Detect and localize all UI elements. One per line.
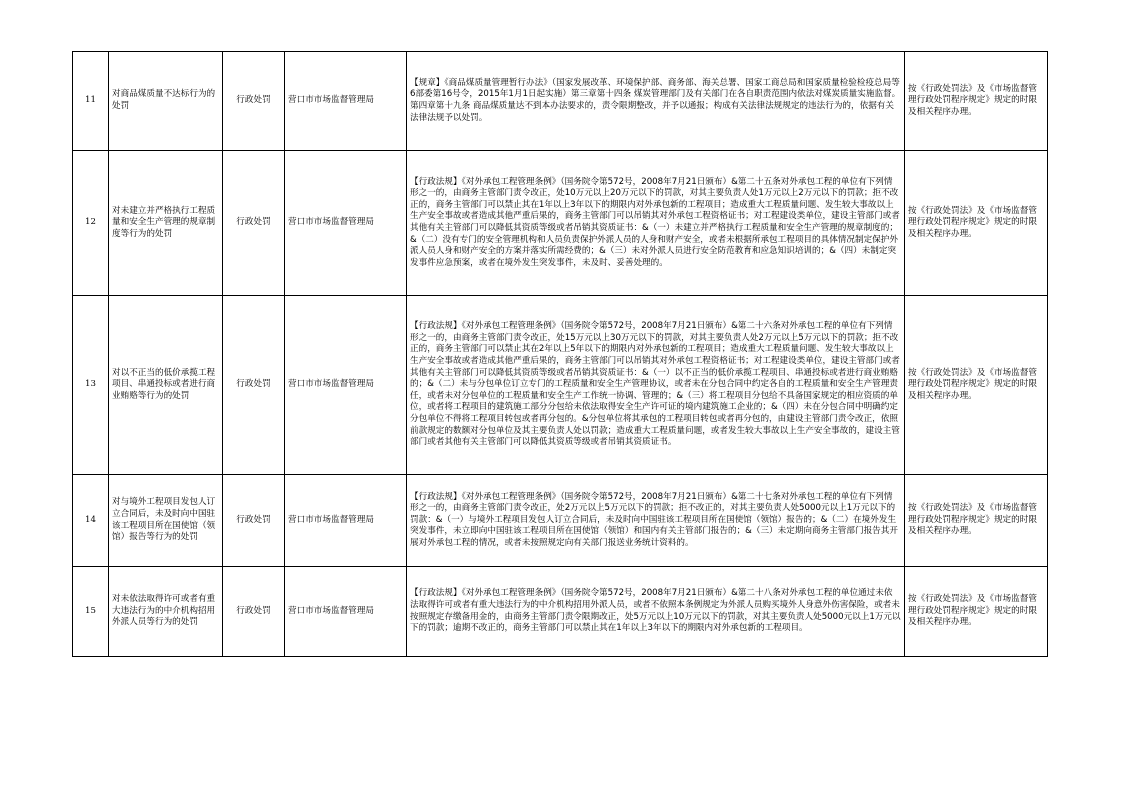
item-type: 行政处罚: [223, 475, 285, 567]
row-number: 11: [73, 52, 109, 151]
row-number: 14: [73, 475, 109, 567]
item-name: 对未建立并严格执行工程质量和安全生产管理的规章制度等行为的处罚: [109, 151, 223, 296]
implementing-department: 营口市市场监督管理局: [285, 52, 407, 151]
enforcement-items-table: [72, 51, 1048, 657]
table-row: [73, 567, 1048, 657]
implementing-department: 营口市市场监督管理局: [285, 151, 407, 296]
item-type: 行政处罚: [223, 52, 285, 151]
implementing-department: 营口市市场监督管理局: [285, 567, 407, 657]
legal-basis: 【规章】《商品煤质量管理暂行办法》（国家发展改革、环境保护部、商务部、海关总署、国家工商总局和国家质量检验检疫总局等6部委第16号令，2015年1月1日起实施）第三章第十四条 煤炭管理部门及有关部门在各自职责范围内依法对煤炭质量实施监督。第四章第十九条 商品煤质量达不到本办法要求的，责令限期整改，并予以通报；构成有关法律法规规定的违法行为的，依据有关法律法规予以处罚。: [407, 52, 905, 151]
implementing-department: 营口市市场监督管理局: [285, 475, 407, 567]
item-name: 对以不正当的低价承揽工程项目、串通投标或者进行商业贿赂等行为的处罚: [109, 296, 223, 475]
legal-basis: 【行政法规】《对外承包工程管理条例》（国务院令第572号，2008年7月21日颁布）&第二十五条对外承包工程的单位有下列情形之一的，由商务主管部门责令改正，处10万元以上20万元以下的罚款，对其主要负责人处1万元以上2万元以下的罚款；拒不改正的，商务主管部门可以禁止其在1年以上3年以下的期限内对外承包新的工程项目；造成重大工程质量问题、发生较大事故以上生产安全事故或者造成其他严重后果的，商务主管部门可以吊销其对外承包工程资格证书；对工程建设类单位，建设主管部门或者其他有关主管部门可以降低其资质等级或者吊销其资质证书：&（一）未建立并严格执行工程质量和安全生产管理的规章制度的；&（二）没有专门的安全管理机构和人员负责保护外派人员的人身和财产安全，或者未根据所承包工程项目的具体情况制定保护外派人员人身和财产安全的方案并落实所需经费的；&（三）未对外派人员进行安全防范教育和应急知识培训的；&（四）未制定突发事件应急预案，或者在境外发生突发事件，未及时、妥善处理的。: [407, 151, 905, 296]
item-type: 行政处罚: [223, 296, 285, 475]
item-name: 对商品煤质量不达标行为的处罚: [109, 52, 223, 151]
item-name: 对未依法取得许可或者有重大违法行为的中介机构招用外派人员等行为的处罚: [109, 567, 223, 657]
table-row: [73, 52, 1048, 151]
item-type: 行政处罚: [223, 151, 285, 296]
item-name: 对与境外工程项目发包人订立合同后，未及时向中国驻该工程项目所在国使馆（领馆）报告等行为的处罚: [109, 475, 223, 567]
procedure-note: 按《行政处罚法》及《市场监督管理行政处罚程序规定》规定的时限及相关程序办理。: [905, 52, 1048, 151]
implementing-department: 营口市市场监督管理局: [285, 296, 407, 475]
legal-basis: 【行政法规】《对外承包工程管理条例》（国务院令第572号，2008年7月21日颁布）&第二十六条对外承包工程的单位有下列情形之一的，由商务主管部门责令改正，处15万元以上30万元以下的罚款，对其主要负责人处2万元以上5万元以下的罚款；拒不改正的，商务主管部门可以禁止其在2年以上5年以下的期限内对外承包新的工程项目；造成重大工程质量问题、发生较大事故以上生产安全事故或者造成其他严重后果的，商务主管部门可以吊销其对外承包工程资格证书；对工程建设类单位，建设主管部门或者其他有关主管部门可以降低其资质等级或者吊销其资质证书：&（一）以不正当的低价承揽工程项目、串通投标或者进行商业贿赂的；&（二）未与分包单位订立专门的工程质量和安全生产管理协议，或者未在分包合同中约定各自的工程质量和安全生产管理责任，或者未对分包单位的工程质量和安全生产工作统一协调、管理的；&（三）将工程项目分包给不具备国家规定的相应资质的单位，或者将工程项目的建筑施工部分分包给未依法取得安全生产许可证的境内建筑施工企业的；&（四）未在分包合同中明确约定分包单位不得将工程项目转包或者再分包的。&分包单位将其承包的工程项目转包或者再分包的，由建设主管部门责令改正，依照前款规定的数额对分包单位及其主要负责人处以罚款；造成重大工程质量问题，或者发生较大事故以上生产安全事故的，建设主管部门或者其他有关主管部门可以降低其资质等级或者吊销其资质证书。: [407, 296, 905, 475]
procedure-note: 按《行政处罚法》及《市场监督管理行政处罚程序规定》规定的时限及相关程序办理。: [905, 475, 1048, 567]
row-number: 12: [73, 151, 109, 296]
table-row: [73, 475, 1048, 567]
procedure-note: 按《行政处罚法》及《市场监督管理行政处罚程序规定》规定的时限及相关程序办理。: [905, 296, 1048, 475]
table-row: [73, 151, 1048, 296]
procedure-note: 按《行政处罚法》及《市场监督管理行政处罚程序规定》规定的时限及相关程序办理。: [905, 151, 1048, 296]
item-type: 行政处罚: [223, 567, 285, 657]
row-number: 15: [73, 567, 109, 657]
legal-basis: 【行政法规】《对外承包工程管理条例》（国务院令第572号，2008年7月21日颁布）&第二十八条对外承包工程的单位通过未依法取得许可或者有重大违法行为的中介机构招用外派人员，或者不依照本条例规定为外派人员购买境外人身意外伤害保险，或者未按照规定存缴备用金的，由商务主管部门责令限期改正，处5万元以上10万元以下的罚款，对其主要负责人处5000元以上1万元以下的罚款；逾期不改正的，商务主管部门可以禁止其在1年以上3年以下的期限内对外承包新的工程项目。: [407, 567, 905, 657]
row-number: 13: [73, 296, 109, 475]
table-row: [73, 296, 1048, 475]
legal-basis: 【行政法规】《对外承包工程管理条例》（国务院令第572号，2008年7月21日颁布）&第二十七条对外承包工程的单位有下列情形之一的，由商务主管部门责令改正，处2万元以上5万元以下的罚款；拒不改正的，对其主要负责人处5000元以上1万元以下的罚款：&（一）与境外工程项目发包人订立合同后，未及时向中国驻该工程项目所在国使馆（领馆）报告的；&（二）在境外发生突发事件，未立即向中国驻该工程项目所在国使馆（领馆）和国内有关主管部门报告的；&（三）未定期向商务主管部门报告其开展对外承包工程的情况，或者未按照规定向有关部门报送业务统计资料的。: [407, 475, 905, 567]
procedure-note: 按《行政处罚法》及《市场监督管理行政处罚程序规定》规定的时限及相关程序办理。: [905, 567, 1048, 657]
